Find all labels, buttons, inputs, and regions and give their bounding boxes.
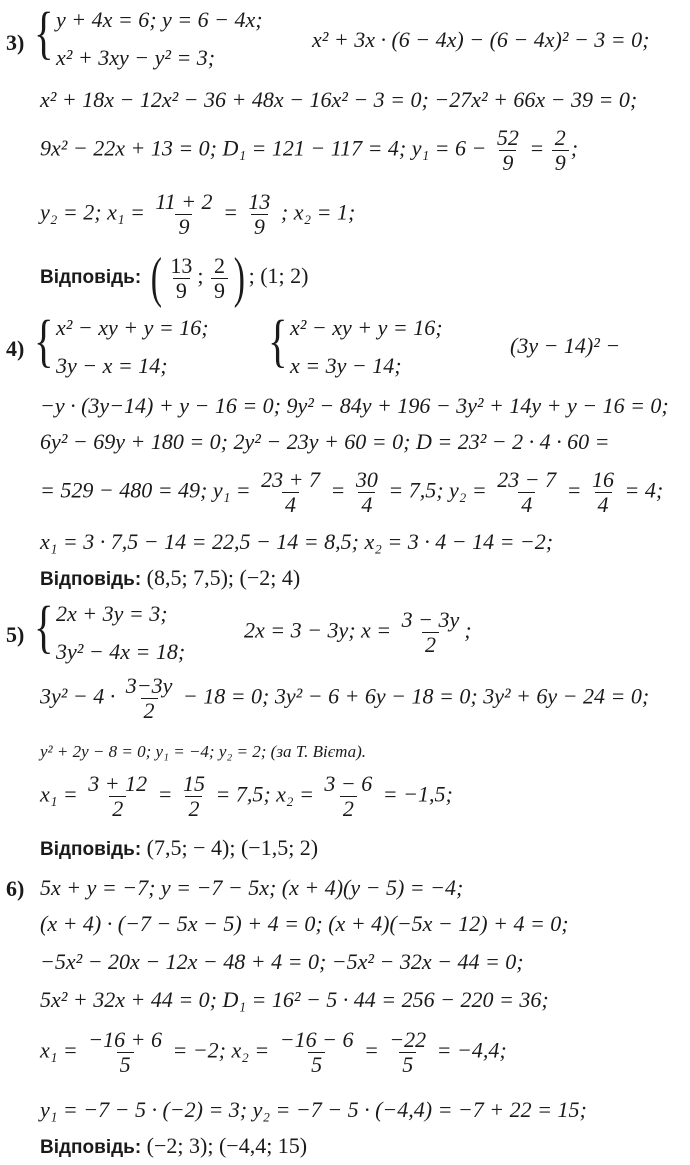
system-line: x² + 3xy − y² = 3; — [56, 45, 216, 70]
equation-line: 6y² − 69y + 180 = 0; 2y² − 23y + 60 = 0; D = 23² − 2 · 4 · 60 = — [40, 429, 610, 454]
fraction: $\frac{23 - 7}{4}$ — [497, 467, 557, 517]
equation-line: 2x = 3 − 3y; x = $\frac{3 - 3y}{2}$ ; — [244, 607, 472, 657]
system-brace: { — [268, 308, 288, 373]
equation-line: 3y² − 4 · $\frac{3-3y}{2}$ − 18 = 0; 3y² − 6 + 6y − 18 = 0; 3y² + 6y − 24 = 0; — [40, 673, 650, 723]
fraction: $\frac{52}{9}$ — [496, 125, 519, 175]
system-line: x² − xy + y = 16; — [56, 315, 209, 340]
fraction: $\frac{-16 + 6}{5}$ — [88, 1027, 162, 1077]
answer-value: (7,5; − 4); (−1,5; 2) — [146, 835, 319, 860]
system-line: 3y − x = 14; — [56, 353, 168, 378]
answer-line — [40, 566, 300, 592]
fraction: $\frac{-16 - 6}{5}$ — [279, 1027, 354, 1077]
problem-number: 3) — [6, 30, 25, 55]
equation-line: x² + 18x − 12x² − 36 + 48x − 16x² − 3 = 0; −27x² + 66x − 39 = 0; — [40, 87, 638, 112]
fraction: $\frac{13}{9}$ — [170, 252, 193, 303]
problem-number: 5) — [6, 622, 25, 647]
fraction: $\frac{23 + 7}{4}$ — [261, 467, 320, 517]
equation-line: 5x + y = −7; y = −7 − 5x; (x + 4)(y − 5) = −4; — [40, 875, 464, 900]
answer-label: Відповідь: — [40, 1137, 142, 1158]
equation-line: 9x² − 22x + 13 = 0; D₁ = 121 − 117 = 4; y₁ = 6 − $\frac{52}{9}$ = $\frac{2}{9}$ ; — [40, 125, 579, 175]
equation-line: (3y − 14)² − — [510, 333, 621, 358]
system-line: x = 3y − 14; — [290, 353, 402, 378]
answer-label: Відповідь: — [40, 267, 142, 289]
answer-line — [40, 836, 318, 862]
system-brace: { — [34, 0, 54, 65]
fraction: $\frac{3 - 6}{2}$ — [324, 771, 373, 821]
answer-label: Відповідь: — [40, 569, 142, 590]
fraction: $\frac{15}{2}$ — [182, 771, 205, 821]
equation-line: −5x² − 20x − 12x − 48 + 4 = 0; −5x² − 32x − 44 = 0; — [40, 949, 524, 974]
equation-text: 9x² − 22x + 13 = 0; D₁ = 121 − 117 = 4; y₁ = 6 − — [40, 135, 487, 161]
problem-number: 4) — [6, 336, 25, 361]
system-line: y + 4x = 6; y = 6 − 4x; — [56, 7, 263, 32]
answer-value: (−2; 3); (−4,4; 15) — [146, 1133, 308, 1158]
equation-line: y₂ = 2; x₁ = $\frac{11 + 2}{9}$ = $\frac{13}{9}$ ; x₂ = 1; — [40, 189, 356, 239]
equation-line: x₁ = $\frac{-16 + 6}{5}$ = −2; x₂ = $\frac{-16 - 6}{5}$ = $\frac{-22}{5}$ = −4,4; — [40, 1027, 507, 1077]
answer-label: Відповідь: — [40, 839, 142, 860]
fraction: $\frac{2}{9}$ — [552, 126, 569, 175]
fraction: $\frac{3-3y}{2}$ — [125, 673, 173, 723]
equation-line: y² + 2y − 8 = 0; y₁ = −4; y₂ = 2; (за Т. Вієта). — [40, 742, 367, 761]
equation-line: (x + 4) · (−7 − 5x − 5) + 4 = 0; (x + 4)(−5x − 12) + 4 = 0; — [40, 911, 569, 936]
equation-line: x₁ = $\frac{3 + 12}{2}$ = $\frac{15}{2}$ = 7,5; x₂ = $\frac{3 - 6}{2}$ = −1,5; — [40, 771, 453, 821]
answer-line — [40, 1134, 307, 1160]
fraction: $\frac{2}{9}$ — [211, 254, 228, 303]
equation-line: = 529 − 480 = 49; y₁ = $\frac{23 + 7}{4}$ = $\frac{30}{4}$ = 7,5; y₂ = $\frac{23 - 7}{4}$ = $\frac{16}{4}$ = 4; — [40, 467, 664, 517]
equation-line: x₁ = 3 · 7,5 − 14 = 22,5 − 14 = 8,5; x₂ = 3 · 4 − 14 = −2; — [40, 529, 554, 554]
system-line: 2x + 3y = 3; — [56, 601, 168, 626]
answer-value: (8,5; 7,5); (−2; 4) — [146, 565, 301, 590]
problem-number: 6) — [6, 876, 25, 901]
fraction: $\frac{30}{4}$ — [355, 467, 378, 517]
fraction: $\frac{11 + 2}{9}$ — [155, 189, 213, 239]
system-brace: { — [34, 594, 54, 659]
equation-line: y₁ = −7 − 5 · (−2) = 3; y₂ = −7 − 5 · (−4,4) = −7 + 22 = 15; — [40, 1097, 587, 1122]
equation-line: 5x² + 32x + 44 = 0; D₁ = 16² − 5 · 44 = 256 − 220 = 36; — [40, 987, 549, 1012]
fraction: $\frac{13}{9}$ — [248, 189, 271, 239]
system-line: x² − xy + y = 16; — [290, 315, 443, 340]
equation-line: −y · (3y−14) + y − 16 = 0; 9y² − 84y + 196 − 3y² + 14y + y − 16 = 0; — [40, 393, 669, 418]
system-line: 3y² − 4x = 18; — [56, 639, 186, 664]
fraction: $\frac{16}{4}$ — [592, 467, 614, 517]
answer-line: Відповідь: ( $\frac{13}{9}$ ; $\frac{2}{9}$ ) ; (1; 2) — [40, 247, 309, 309]
equation-line: x² + 3x · (6 − 4x) − (6 − 4x)² − 3 = 0; — [312, 27, 650, 52]
fraction: $\frac{3 + 12}{2}$ — [88, 771, 148, 821]
system-brace: { — [34, 308, 54, 373]
fraction: $\frac{-22}{5}$ — [389, 1027, 427, 1077]
fraction: $\frac{3 - 3y}{2}$ — [401, 607, 460, 657]
